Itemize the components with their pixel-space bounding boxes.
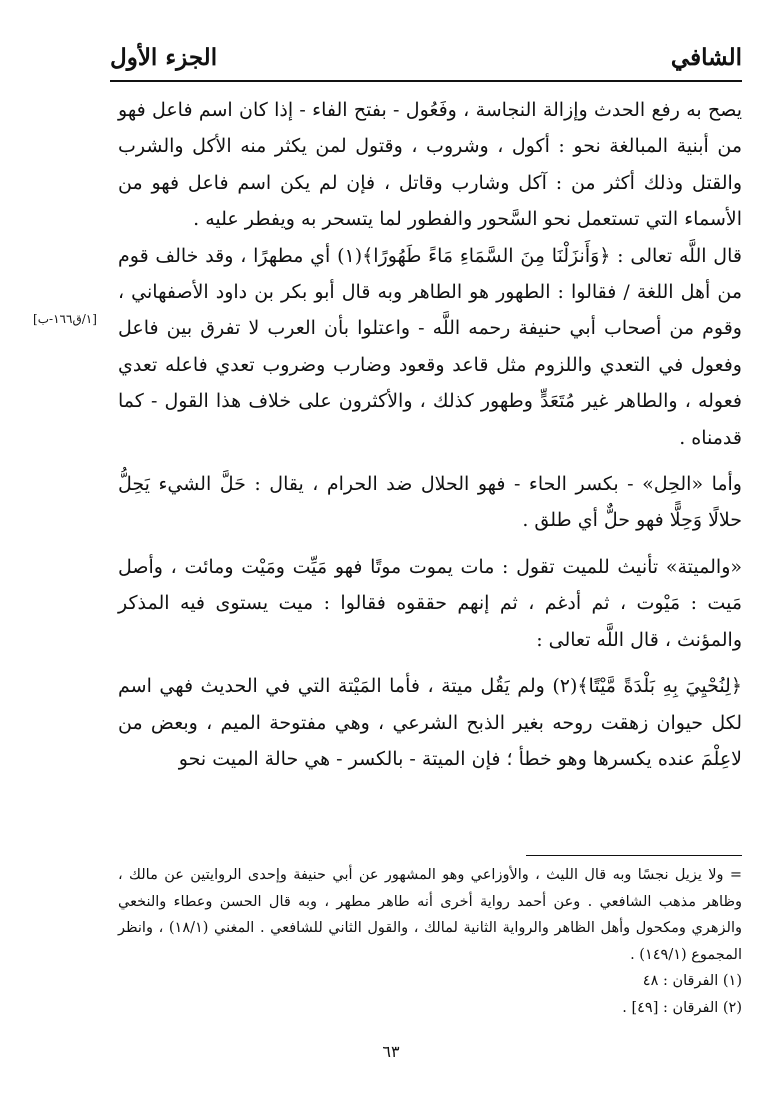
footnote-2: (٢) الفرقان : [٤٩] . (622, 999, 742, 1016)
volume-title: الجزء الأول (110, 44, 218, 71)
page-number: ٦٣ (382, 1042, 400, 1061)
manuscript-folio-note: [١/ق١٦٦-ب] (33, 312, 97, 326)
paragraph-5: ﴿لِنُحْيِيَ بِهِ بَلْدَةً مَّيْتًا﴾(٢) ولم يَقُل ميتة ، فأما المَيْتة التي في الحديث فهي اسم لكل حيوان زهقت روحه بغير الذبح الشرعي ، وهي مفتوحة الميم ، وبعض من لاعِلْمَ عنده يكسرها وهو خطأ ؛ فإن الميتة - بالكسر - هي حالة الميت نحو (118, 675, 742, 770)
paragraph-4: «والميتة» تأنيث للميت تقول : مات يموت موتًا فهو مَيِّت ومَيْت ومائت ، وأصل مَيت : مَيْوت ، ثم أدغم ، ثم إنهم حققوه فقالوا : ميت يستوى فيه المذكر والمؤنث ، قال اللَّه تعالى : (118, 555, 742, 651)
book-title: الشافي (670, 44, 742, 71)
footnote-divider (526, 855, 742, 856)
footnote-continued: = ولا يزيل نجسًا وبه قال الليث ، والأوزاعي وهو المشهور عن أبي حنيفة وإحدى الروايتين عن مالك ، وظاهر مذهب الشافعي . وعن أحمد رواية أخرى أنه طاهر مطهر ، وبه قال الحسن وعطاء والنخعي والزهري ومكحول وأهل الظاهر والرواية الثانية لمالك ، والقول الثاني للشافعي . المغني (١٨/١) ، وانظر المجموع (١٤٩/١) . (118, 867, 742, 963)
footnotes (118, 862, 742, 1021)
paragraph-2: قال اللَّه تعالى : ﴿وَأَنزَلْنَا مِنَ السَّمَاءِ مَاءً طَهُورًا﴾(١) أي مطهرًا ، وقد خالف قوم من أهل اللغة / فقالوا : الطهور هو الطاهر وبه قال أبو بكر بن داود الأصفهاني ، وقوم من أصحاب أبي حنيفة رحمه اللَّه - واعتلوا بأن العرب لا تفرق بين فاعل وفعول في التعدي واللزوم مثل قاعد وقعود وضارب وضروب تعدي فاعله تعدي فعوله ، والطاهر غير مُتَعَدٍّ وطهور كذلك ، والأكثرون على خلاف هذا القول - كما قدمناه . (118, 244, 742, 449)
main-text (118, 92, 742, 777)
page-header (110, 40, 742, 82)
footnote-1: (١) الفرقان : ٤٨ (642, 973, 742, 989)
paragraph-1: يصح به رفع الحدث وإزالة النجاسة ، وفَعُول - بفتح الفاء - إذا كان اسم فاعل فهو من أبنية المبالغة نحو : أكول ، وشروب ، وقتول لمن يكثر منه الأكل والشرب والقتل وذلك أكثر من : آكل وشارب وقاتل ، فإن لم يكن اسم فاعل فهو من الأسماء التي تستعمل نحو السَّحور والفطور لما يتسحر به ويفطر عليه . (118, 99, 742, 231)
paragraph-3: وأما «الحِل» - بكسر الحاء - فهو الحلال ضد الحرام ، يقال : حَلَّ الشيء يَحِلُّ حلالًا وَحِلًّا فهو حلٌّ أي طلق . (118, 473, 742, 532)
